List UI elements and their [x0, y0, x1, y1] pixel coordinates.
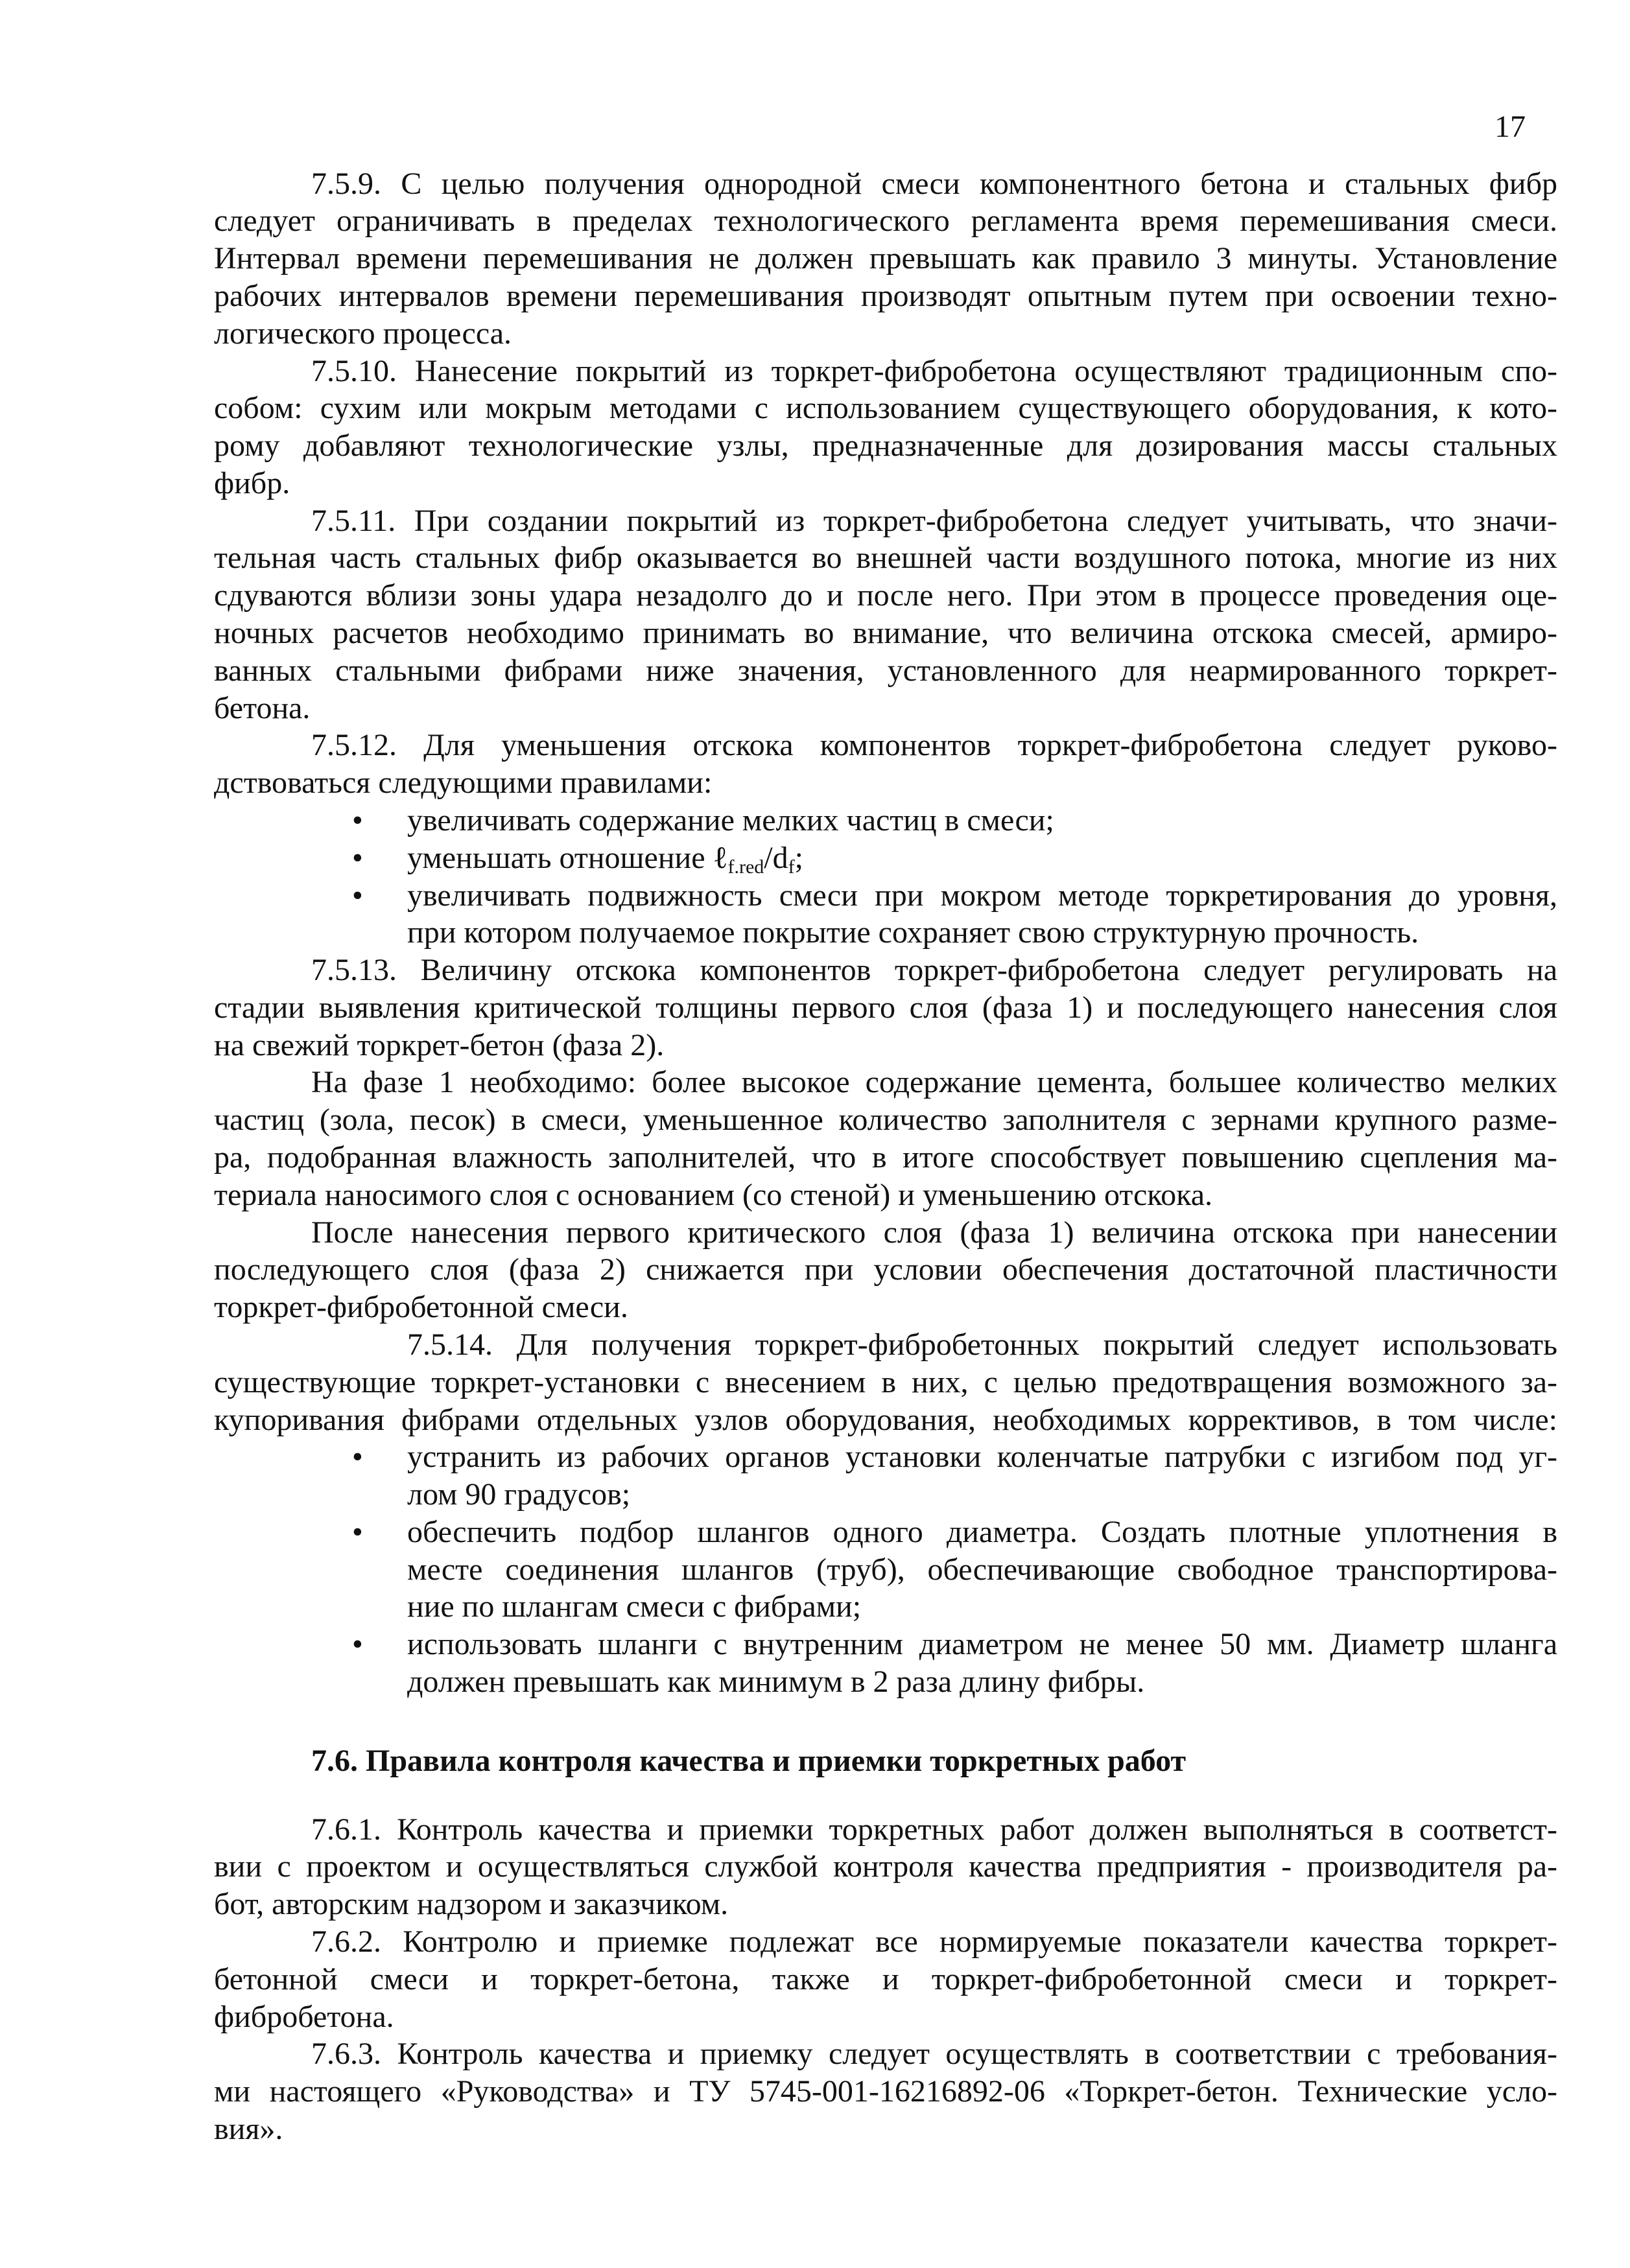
- text-line: вии с проектом и осуществляться службой контроля качества предприятия - производителя ра-: [214, 1849, 1557, 1884]
- list-item: использовать шланги с внутренним диаметром не менее 50 мм. Диаметр шланга: [407, 1627, 1557, 1661]
- list-item-continuation: должен превышать как минимум в 2 раза длину фибры.: [407, 1665, 1145, 1699]
- text-line: фибробетона.: [214, 2000, 394, 2034]
- text-line: 7.5.9. С целью получения однородной смеси компонентного бетона и стальных фибр: [311, 167, 1557, 201]
- formula-subscript: f.red: [727, 856, 764, 878]
- text-line: купоривания фибрами отдельных узлов оборудования, необходимых коррективов, в том числе:: [214, 1403, 1557, 1437]
- text-line: 7.5.13. Величину отскока компонентов торкрет-фибробетона следует регулировать на: [311, 953, 1557, 987]
- text-line: ра, подобранная влажность заполнителей, что в итоге способствует повышению сцепления ма-: [214, 1140, 1557, 1175]
- list-item: [407, 840, 803, 876]
- list-item: устранить из рабочих органов установки коленчатые патрубки с изгибом под уг-: [407, 1440, 1557, 1474]
- text-line: фибр.: [214, 466, 290, 500]
- text-line: на свежий торкрет-бетон (фаза 2).: [214, 1028, 665, 1062]
- text-line: торкрет-фибробетонной смеси.: [214, 1290, 628, 1324]
- bullet-marker: •: [352, 1515, 363, 1549]
- text-line: следует ограничивать в пределах технологического регламента время перемешивания смеси.: [214, 204, 1557, 238]
- page-number: 17: [1494, 110, 1526, 144]
- text-line: стадии выявления критической толщины первого слоя (фаза 1) и последующего нанесения слоя: [214, 990, 1557, 1025]
- text-line: ми настоящего «Руководства» и ТУ 5745-001-16216892-06 «Торкрет-бетон. Технические усло-: [214, 2074, 1557, 2109]
- section-heading: 7.6. Правила контроля качества и приемки торкретных работ: [311, 1744, 1187, 1778]
- list-item-continuation: лом 90 градусов;: [407, 1477, 631, 1512]
- bullet-marker: •: [352, 841, 363, 875]
- bullet-marker: •: [352, 1440, 363, 1474]
- text-line: собом: сухим или мокрым методами с использованием существующего оборудования, к кото-: [214, 391, 1557, 425]
- text-line: После нанесения первого критического слоя (фаза 1) величина отскока при нанесении: [311, 1215, 1557, 1250]
- text-line: последующего слоя (фаза 2) снижается при условии обеспечения достаточной пластичности: [214, 1252, 1557, 1287]
- text-line: На фазе 1 необходимо: более высокое содержание цемента, большее количество мелких: [311, 1065, 1557, 1099]
- list-item-continuation: ние по шлангам смеси с фибрами;: [407, 1589, 862, 1624]
- text-line: существующие торкрет-установки с внесением в них, с целью предотвращения возможного за-: [214, 1365, 1557, 1399]
- text-line: рабочих интервалов времени перемешивания производят опытным путем при освоении техно-: [214, 279, 1557, 313]
- text-line: рому добавляют технологические узлы, предназначенные для дозирования массы стальных: [214, 428, 1557, 463]
- list-item: обеспечить подбор шлангов одного диаметра. Создать плотные уплотнения в: [407, 1515, 1557, 1549]
- text-line: бот, авторским надзором и заказчиком.: [214, 1887, 729, 1921]
- text-line: ванных стальными фибрами ниже значения, установленного для неармированного торкрет-: [214, 653, 1557, 688]
- text-line: логического процесса.: [214, 316, 512, 351]
- list-item: увеличивать содержание мелких частиц в смеси;: [407, 803, 1054, 837]
- text-line: бетона.: [214, 691, 311, 725]
- formula-text: /d: [764, 841, 788, 875]
- bullet-marker: •: [352, 878, 363, 913]
- text-line: тельная часть стальных фибр оказывается во внешней части воздушного потока, многие из них: [214, 541, 1557, 575]
- text-line: частиц (зола, песок) в смеси, уменьшенное количество заполнителя с зернами крупного разме-: [214, 1103, 1557, 1137]
- list-item: увеличивать подвижность смеси при мокром методе торкретирования до уровня,: [407, 878, 1557, 913]
- list-item-continuation: месте соединения шлангов (труб), обеспечивающие свободное транспортирова-: [407, 1552, 1557, 1587]
- text-line: 7.6.1. Контроль качества и приемки торкретных работ должен выполняться в соответст-: [311, 1812, 1557, 1847]
- text-line: териала наносимого слоя с основанием (со стеной) и уменьшению отскока.: [214, 1178, 1213, 1212]
- text-line: 7.5.14. Для получения торкрет-фибробетонных покрытий следует использовать: [407, 1327, 1557, 1362]
- text-line: ночных расчетов необходимо принимать во внимание, что величина отскока смесей, армиро-: [214, 616, 1557, 650]
- text-line: вия».: [214, 2112, 283, 2146]
- text-line: 7.5.12. Для уменьшения отскока компонентов торкрет-фибробетона следует руково-: [311, 728, 1557, 762]
- text-line: сдуваются вблизи зоны удара незадолго до и после него. При этом в процессе проведения оце-: [214, 578, 1557, 613]
- formula-text: уменьшать отношение ℓ: [407, 841, 728, 875]
- text-line: Интервал времени перемешивания не должен превышать как правило 3 минуты. Установление: [214, 241, 1557, 275]
- list-item-continuation: при котором получаемое покрытие сохраняет свою структурную прочность.: [407, 915, 1419, 950]
- text-line: 7.5.11. При создании покрытий из торкрет-фибробетона следует учитывать, что значи-: [311, 504, 1557, 538]
- bullet-marker: •: [352, 1627, 363, 1661]
- text-line: дствоваться следующими правилами:: [214, 766, 713, 800]
- text-line: бетонной смеси и торкрет-бетона, также и торкрет-фибробетонной смеси и торкрет-: [214, 1962, 1557, 1996]
- bullet-marker: •: [352, 803, 363, 837]
- text-line: 7.5.10. Нанесение покрытий из торкрет-фибробетона осуществляют традиционным спо-: [311, 354, 1557, 388]
- formula-text: ;: [794, 841, 803, 875]
- text-line: 7.6.2. Контролю и приемке подлежат все нормируемые показатели качества торкрет-: [311, 1924, 1557, 1959]
- formula-subscript: f: [788, 856, 795, 878]
- text-line: 7.6.3. Контроль качества и приемку следует осуществлять в соответствии с требования-: [311, 2037, 1557, 2071]
